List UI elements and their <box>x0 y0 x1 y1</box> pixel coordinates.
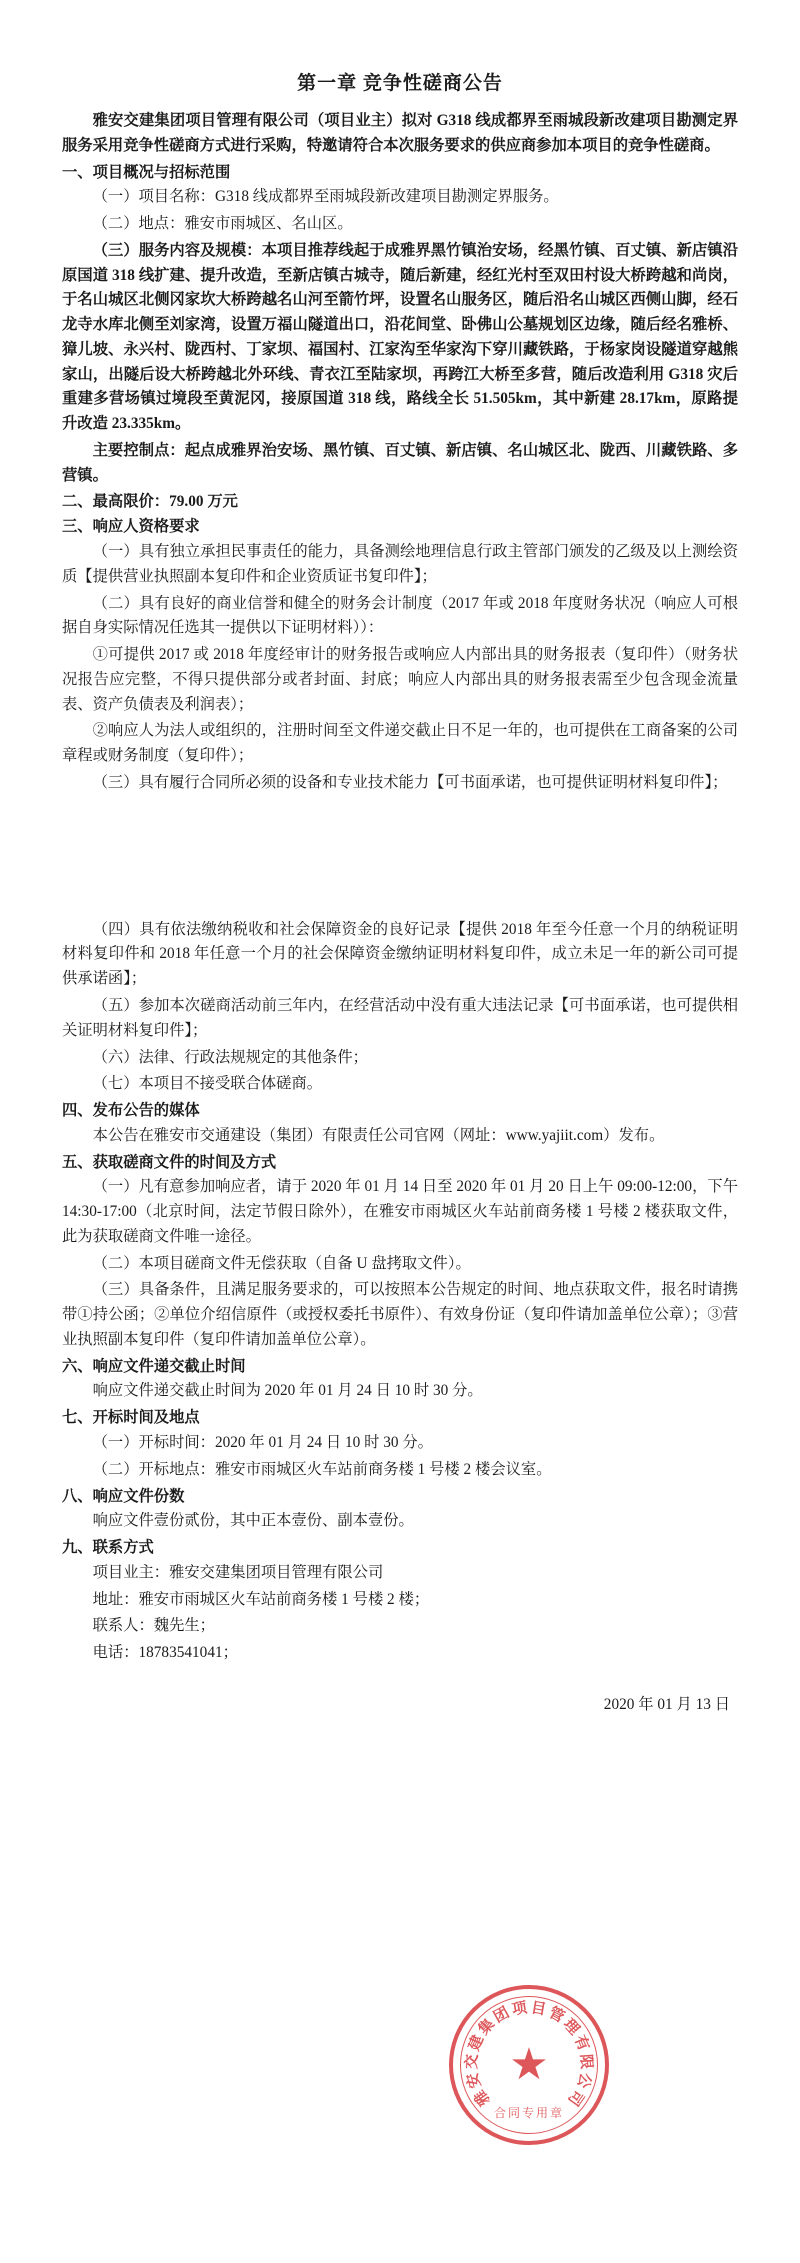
section-4-item-1: 本公告在雅安市交通建设（集团）有限责任公司官网（网址：www.yajiit.com）发布。 <box>92 1126 665 1144</box>
section-heading-5: 五、获取磋商文件的时间及方式 <box>62 1153 277 1171</box>
company-seal-stamp <box>449 1985 609 2145</box>
seal-bottom-text: 合同专用章 <box>493 2106 564 2120</box>
section-3-item-9: （七）本项目不接受联合体磋商。 <box>92 1075 323 1093</box>
page-title: 第一章 竞争性磋商公告 <box>297 73 503 94</box>
section-6-item-1: 响应文件递交截止时间为 2020 年 01 月 24 日 10 时 30 分。 <box>92 1382 483 1400</box>
section-1-item-3: （三）服务内容及规模：本项目推荐线起于成雅界黑竹镇治安场，经黑竹镇、百丈镇、新店镇沿原国道 318 线扩建、提升改造，至新店镇古城寺，随后新建，经红光村至双田村设大桥跨越和尚岗，于名山城区北侧冈家坎大桥跨越名山河至箭竹坪，设置名山服务区，随后沿名山城区西侧山脚，经石龙寺水库北侧至刘家湾，设置万福山隧道出口，沿花间堂、卧佛山公墓规划区边缘，随后经名雅桥、獐儿坡、永兴村、陇西村、丁家坝、福国村、江家沟至华家沟下穿川藏铁路，于杨家岗设隧道穿越熊家山，出隧后设大桥跨越北外环线、青衣江至陆家坝，再跨江大桥至多营，随后改造利用 G318 灾后重建多营场镇过境段至黄泥冈，接原国道 318 线，路线全长 51.505km，其中新建 28.17km，原路提升改造 23.335km。 <box>62 241 738 433</box>
section-7-item-2: （二）开标地点：雅安市雨城区火车站前商务楼 1 号楼 2 楼会议室。 <box>92 1460 552 1478</box>
section-1-item-2: （二）地点：雅安市雨城区、名山区。 <box>92 215 353 233</box>
lower-content <box>62 918 738 1714</box>
section-9-item-3: 联系人：魏先生； <box>92 1617 215 1635</box>
section-9-item-2: 地址：雅安市雨城区火车站前商务楼 1 号楼 2 楼； <box>92 1590 430 1608</box>
section-heading-8: 八、响应文件份数 <box>62 1487 185 1505</box>
section-3-item-2: （二）具有良好的商业信誉和健全的财务会计制度（2017 年或 2018 年度财务状况（响应人可根据自身实际情况任选其一提供以下证明材料））： <box>62 594 738 637</box>
section-3-item-7: （五）参加本次磋商活动前三年内，在经营活动中没有重大违法记录【可书面承诺，也可提供相关证明材料复印件】； <box>62 996 738 1039</box>
signature-date: 2020 年 01 月 13 日 <box>603 1695 730 1713</box>
section-heading-3: 三、响应人资格要求 <box>62 518 200 536</box>
section-heading-4: 四、发布公告的媒体 <box>62 1102 200 1120</box>
section-3-item-5: （三）具有履行合同所必须的设备和专业技术能力【可书面承诺，也可提供证明材料复印件】； <box>92 773 728 791</box>
intro-paragraph: 雅安交建集团项目管理有限公司（项目业主）拟对 G318 线成都界至雨城段新改建项目勘测定界服务采用竞争性磋商方式进行采购，特邀请符合本次服务要求的供应商参加本项目的竞争性磋商。 <box>62 112 738 154</box>
section-1-item-1: （一）项目名称：G318 线成都界至雨城段新改建项目勘测定界服务。 <box>92 188 559 206</box>
section-3-item-1: （一）具有独立承担民事责任的能力，具备测绘地理信息行政主管部门颁发的乙级及以上测绘资质【提供营业执照副本复印件和企业资质证书复印件】； <box>62 543 738 585</box>
section-5-item-1: （一）凡有意参加响应者，请于 2020 年 01 月 14 日至 2020 年 01 月 20 日上午 09:00-12:00，下午 14:30-17:00（北京时间，法定节假日除外），在雅安市雨城区火车站前商务楼 1 号楼 2 楼获取文件，此为获取磋商文件唯一途径。 <box>62 1178 738 1245</box>
page-gap <box>62 798 738 918</box>
section-heading-7: 七、开标时间及地点 <box>62 1409 200 1427</box>
section-5-item-3: （三）具备条件，且满足服务要求的，可以按照本公告规定的时间、地点获取文件，报名时请携带①持公函；②单位介绍信原件（或授权委托书原件）、有效身份证（复印件请加盖单位公章）；③营业执照副本复印件（复印件请加盖单位公章）。 <box>62 1281 738 1348</box>
section-9-item-1: 项目业主：雅安交建集团项目管理有限公司 <box>92 1563 384 1581</box>
section-5-item-2: （二）本项目磋商文件无偿获取（自备 U 盘拷取文件）。 <box>92 1254 471 1272</box>
section-3-item-3: ①可提供 2017 或 2018 年度经审计的财务报告或响应人内部出具的财务报表（复印件）（财务状况报告应完整，不得只提供部分或者封面、封底；响应人内部出具的财务报表需至少包含现金流量表、资产负债表及利润表）； <box>62 646 738 713</box>
section-heading-6: 六、响应文件递交截止时间 <box>62 1357 246 1375</box>
section-heading-1: 一、项目概况与招标范围 <box>62 163 231 181</box>
section-heading-9: 九、联系方式 <box>62 1539 154 1557</box>
section-1-item-4: 主要控制点：起点成雅界治安场、黑竹镇、百丈镇、新店镇、名山城区北、陇西、川藏铁路、多营镇。 <box>62 441 738 484</box>
seal-arc-text: 雅 安 交 建 集 团 项 目 管 理 有 限 公 司 <box>464 2000 594 2109</box>
section-3-item-4: ②响应人为法人或组织的，注册时间至文件递交截止日不足一年的，也可提供在工商备案的公司章程或财务制度（复印件）； <box>62 722 738 765</box>
seal-star-icon: ★ <box>509 2040 549 2089</box>
section-heading-2: 二、最高限价：79.00 万元 <box>62 493 238 511</box>
seal-inner-ring <box>460 1996 598 2134</box>
section-7-item-1: （一）开标时间：2020 年 01 月 24 日 10 时 30 分。 <box>92 1433 433 1451</box>
section-9-item-4: 电话：18783541041； <box>92 1644 238 1662</box>
section-8-item-1: 响应文件壹份贰份，其中正本壹份、副本壹份。 <box>92 1512 414 1530</box>
section-3-item-8: （六）法律、行政法规规定的其他条件； <box>92 1048 368 1066</box>
section-3-item-6: （四）具有依法缴纳税收和社会保障资金的良好记录【提供 2018 年至今任意一个月的纳税证明材料复印件和 2018 年任意一个月的社会保障资金缴纳证明材料复印件，成立未足一年的新公司可提供承诺函】； <box>62 920 738 988</box>
